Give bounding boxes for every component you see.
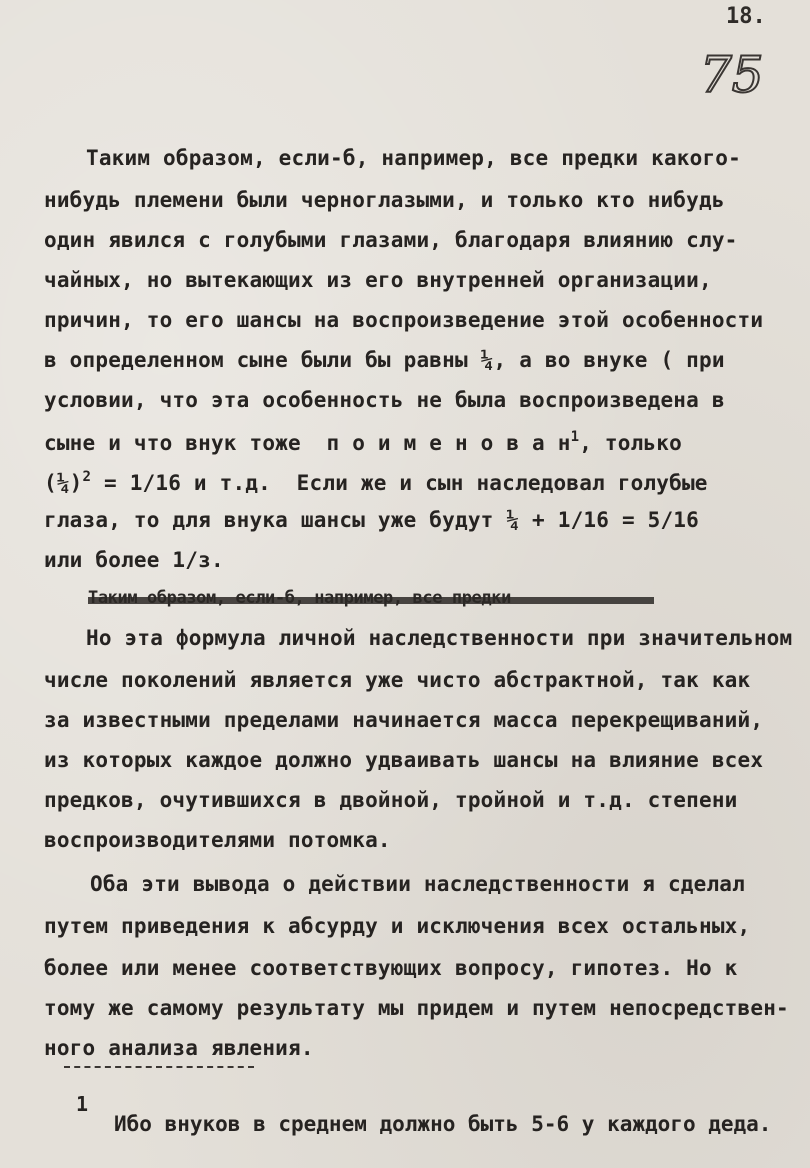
exponent: 2 <box>82 469 92 485</box>
footnote-text: Ибо внуков в среднем должно быть 5-6 у каждого деда. <box>114 1112 772 1136</box>
handwritten-archive-number <box>694 34 764 104</box>
paragraph1-line-2: нибудь племени были черноглазыми, и только кто нибудь <box>44 188 725 212</box>
paragraph1-line-5: причин, то его шансы на воспроизведение этой особенности <box>44 308 764 332</box>
paragraph1-line-1: Таким образом, если-б, например, все предки какого- <box>86 146 741 170</box>
paragraph1-line-3: один явился с голубыми глазами, благодаря влиянию слу- <box>44 228 738 252</box>
paragraph2-line-2: числе поколений является уже чисто абстрактной, так как <box>44 668 751 692</box>
footnote-reference: 1 <box>570 429 580 445</box>
paragraph1-line-6: в определенном сыне были бы равны ¼, а во внуке ( при <box>44 348 725 372</box>
page-number: 18. <box>726 4 766 29</box>
fraction-quarter: (¼) <box>44 471 83 495</box>
archive-number-text: 75 <box>700 46 764 104</box>
paragraph1-line-4: чайных, но вытекающих из его внутренней организации, <box>44 268 712 292</box>
paragraph1-line-8-tail: , только <box>579 431 682 455</box>
footnote-separator <box>64 1066 254 1068</box>
strike-through-mark <box>88 597 654 604</box>
paragraph3-line-4: тому же самому результату мы придем и путем непосредствен- <box>44 996 789 1020</box>
paragraph2-line-5: предков, очутившихся в двойной, тройной и т.д. степени <box>44 788 738 812</box>
paragraph3-line-5: ного анализа явления. <box>44 1036 314 1060</box>
paragraph3-line-2: путем приведения к абсурду и исключения всех остальных, <box>44 914 751 938</box>
paragraph1-line-10: глаза, то для внука шансы уже будут ¼ + 1/16 = 5/16 <box>44 508 699 532</box>
paragraph1-line-9-text: = 1/16 и т.д. Если же и сын наследовал голубые <box>104 471 708 495</box>
paragraph1-line-8 <box>44 430 682 454</box>
paragraph2-line-3: за известными пределами начинается масса перекрещиваний, <box>44 708 764 732</box>
paragraph2-line-6: воспроизводителями потомка. <box>44 828 391 852</box>
footnote-mark: 1 <box>76 1092 89 1116</box>
paragraph2-line-4: из которых каждое должно удваивать шансы на влияние всех <box>44 748 764 772</box>
paragraph3-line-1: Оба эти вывода о действии наследственности я сделал <box>90 872 745 896</box>
paragraph1-line-9 <box>44 470 708 494</box>
paragraph1-line-8-text: сыне и что внук тоже п о и м е н о в а н <box>44 431 571 455</box>
paragraph1-line-7: условии, что эта особенность не была воспроизведена в <box>44 388 725 412</box>
paragraph3-line-3: более или менее соответствующих вопросу, гипотез. Но к <box>44 956 738 980</box>
paragraph1-line-11: или более 1/з. <box>44 548 224 572</box>
paragraph2-line-1: Но эта формула личной наследственности при значительном <box>86 626 793 650</box>
